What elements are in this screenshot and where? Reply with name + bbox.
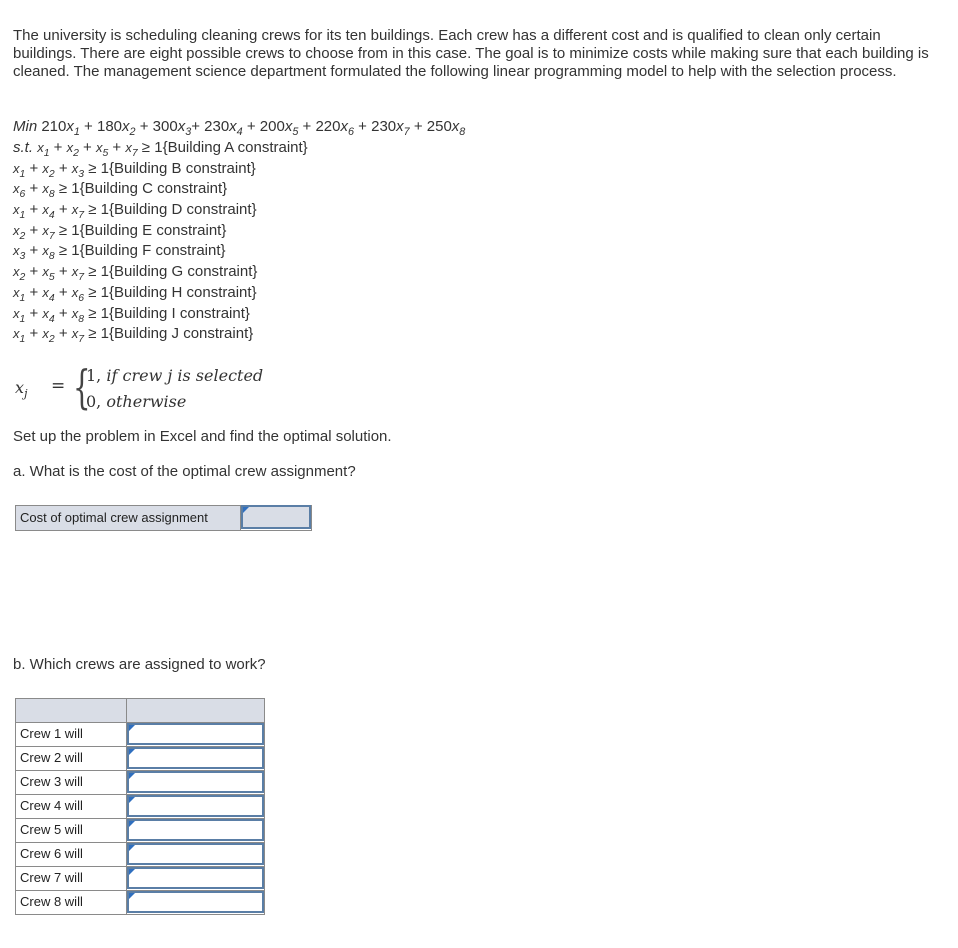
crew-1-select[interactable] xyxy=(127,723,264,745)
crew-label: Crew 5 will xyxy=(16,819,127,842)
crew-row-7 xyxy=(16,866,264,890)
crew-row-5 xyxy=(16,818,264,842)
equals-sign: = xyxy=(51,376,66,396)
objective-term: + $180x_2$ xyxy=(79,118,136,138)
cost-input[interactable] xyxy=(241,505,311,529)
cost-answer-table xyxy=(15,505,312,531)
question-b: b. Which crews are assigned to work? xyxy=(13,656,266,673)
crew-4-select[interactable] xyxy=(127,795,264,817)
question-a: a. What is the cost of the optimal crew assignment? xyxy=(13,463,356,480)
constraint-row: $x_1 + x_2 + x_7$ ≥ 1{Building J constraint} xyxy=(13,325,254,346)
constraint-list xyxy=(13,138,465,345)
constraint-row: $x_6 + x_8$ ≥ 1{Building C constraint} xyxy=(13,180,228,201)
objective-function xyxy=(13,116,465,138)
variable-definition xyxy=(13,362,283,416)
objective-prefix: Min xyxy=(13,118,38,135)
crew-5-select[interactable] xyxy=(127,819,264,841)
objective-term: + $230x_7$ xyxy=(354,118,410,138)
crew-row-6 xyxy=(16,842,264,866)
crew-label: Crew 1 will xyxy=(16,723,127,746)
constraint-row: $x_1 + x_4 + x_8$ ≥ 1{Building I constraint} xyxy=(13,304,250,325)
crew-assignment-table xyxy=(15,698,265,915)
crew-label: Crew 4 will xyxy=(16,795,127,818)
crew-row-1 xyxy=(16,723,264,746)
objective-term: + $250x_8$ xyxy=(409,118,466,138)
constraint-row: $x_2 + x_7$ ≥ 1{Building E constraint} xyxy=(13,221,227,242)
constraint-row: $x_1 + x_4 + x_7$ ≥ 1{Building D constraint} xyxy=(13,201,257,222)
crew-row-4 xyxy=(16,794,264,818)
case-otherwise: 0, otherwise xyxy=(86,392,187,411)
problem-intro: The university is scheduling cleaning crews for its ten buildings. Each crew has a different cost and is qualified to clean only certain buildings. There are eight possible crews to choose from in this case. The goal is to minimize costs while making sure that each building is cleaned. The management science department formulated the following linear programming model to help with the selection process. xyxy=(13,27,929,81)
left-brace: { xyxy=(73,360,91,414)
crew-label: Crew 7 will xyxy=(16,867,127,890)
constraint-row: $x_3 + x_8$ ≥ 1{Building F constraint} xyxy=(13,242,226,263)
crew-row-3 xyxy=(16,770,264,794)
setup-instruction: Set up the problem in Excel and find the optimal solution. xyxy=(13,428,392,445)
objective-term: + $200x_5$ xyxy=(242,118,299,138)
constraint-row: $x_2 + x_5 + x_7$ ≥ 1{Building G constraint} xyxy=(13,263,258,284)
case-selected: 1, if crew j is selected xyxy=(86,366,264,385)
constraint-row: $x_1 + x_2 + x_3$ ≥ 1{Building B constraint} xyxy=(13,159,256,180)
cost-label: Cost of optimal crew assignment xyxy=(16,506,241,530)
objective-term: + $230x_4$ xyxy=(191,118,243,138)
objective-term: + $300x_3$ xyxy=(135,118,192,138)
constraint-row: $x_1 + x_4 + x_6$ ≥ 1{Building H constraint} xyxy=(13,283,257,304)
lp-model xyxy=(13,116,465,345)
table-header xyxy=(16,699,264,723)
crew-label: Crew 6 will xyxy=(16,843,127,866)
crew-row-2 xyxy=(16,746,264,770)
crew-label: Crew 3 will xyxy=(16,771,127,794)
crew-label: Crew 8 will xyxy=(16,891,127,914)
objective-term: $210x_1$ xyxy=(41,118,80,138)
crew-2-select[interactable] xyxy=(127,747,264,769)
objective-term: + $220x_6$ xyxy=(298,118,354,138)
variable-symbol: $x_j$ xyxy=(15,378,28,400)
crew-row-8 xyxy=(16,890,264,914)
crew-7-select[interactable] xyxy=(127,867,264,889)
crew-label: Crew 2 will xyxy=(16,747,127,770)
constraint-row: s.t. $x_1 + x_2 + x_5 + x_7$ ≥ 1{Building A constraint} xyxy=(13,139,308,159)
crew-6-select[interactable] xyxy=(127,843,264,865)
crew-3-select[interactable] xyxy=(127,771,264,793)
crew-8-select[interactable] xyxy=(127,891,264,913)
